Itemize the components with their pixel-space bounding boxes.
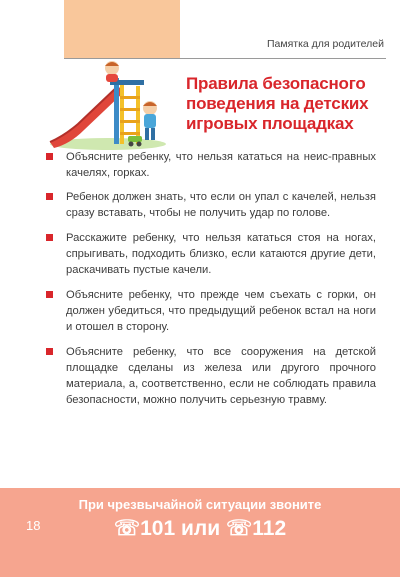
list-item xyxy=(46,344,376,408)
rule-text: Объясните ребенку, что все сооружения на детской площадке сделаны из железа или другого прочного материала, а, соответственно, если не соблюдать правила безопасности, можно получить серьезную травму. xyxy=(66,346,376,406)
top-color-band xyxy=(64,0,180,58)
title-line-1: Правила безопасного xyxy=(186,74,366,93)
list-item xyxy=(46,189,376,221)
title-line-3: игровых площадках xyxy=(186,114,354,133)
bullet-square-icon xyxy=(46,153,53,160)
title-line-2: поведения на детских xyxy=(186,94,369,113)
playground-slide-children-icon xyxy=(44,56,172,152)
list-item xyxy=(46,230,376,278)
rule-text: Расскажите ребенку, что нельзя кататься стоя на ногах, спрыгивать, подходить близко, если катаются другие дети, раскачивать пустые качели. xyxy=(66,232,376,276)
emergency-numbers: ☏101 или ☏112 xyxy=(113,517,287,540)
bullet-square-icon xyxy=(46,193,53,200)
bullet-square-icon xyxy=(46,234,53,241)
rule-text: Объясните ребенку, что прежде чем съехать с горки, он должен убедиться, что предыдущий ребенок встал на ноги и отошел в сторону. xyxy=(66,289,376,333)
list-item xyxy=(46,149,376,181)
bullet-square-icon xyxy=(46,348,53,355)
rule-text: Ребенок должен знать, что если он упал с качелей, нельзя сразу вставать, чтобы не получить удар по голове. xyxy=(66,191,376,219)
page-title xyxy=(186,74,386,134)
rules-list xyxy=(46,149,376,417)
page-number: 18 xyxy=(26,518,41,533)
bullet-square-icon xyxy=(46,291,53,298)
emergency-label: При чрезвычайной ситуации звоните xyxy=(78,497,322,512)
list-item xyxy=(46,287,376,335)
header-label: Памятка для родителей xyxy=(267,38,384,50)
rule-text: Объясните ребенку, что нельзя кататься на неис-правных качелях, горках. xyxy=(66,151,376,179)
